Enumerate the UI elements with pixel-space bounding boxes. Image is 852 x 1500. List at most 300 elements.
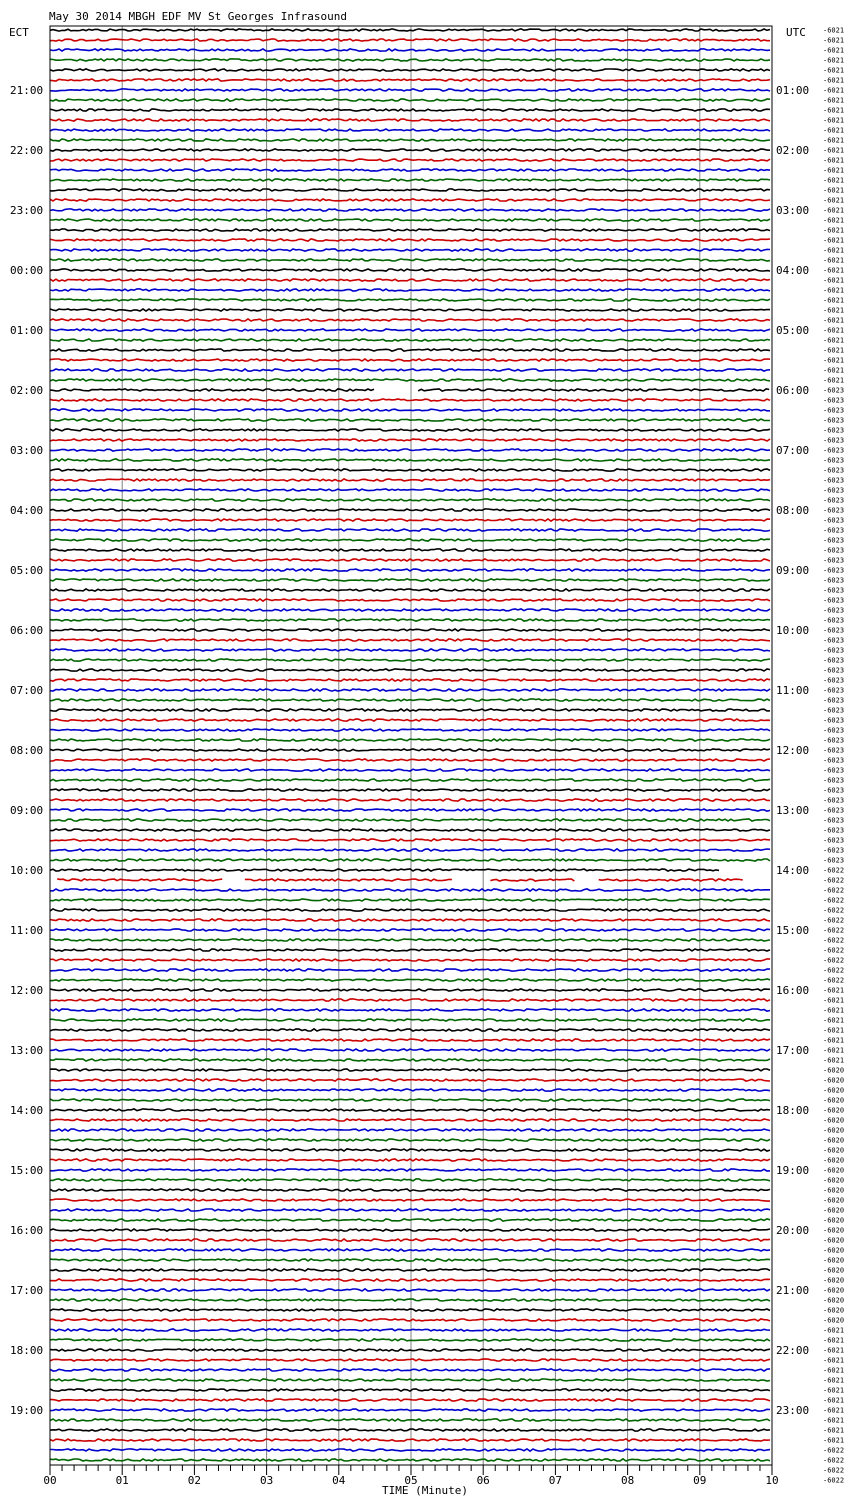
utc-hour-label: 18:00 — [776, 1104, 810, 1117]
trace-offset-label: -6020 — [823, 1166, 845, 1175]
utc-hour-label: 09:00 — [776, 564, 810, 577]
utc-hour-label: 04:00 — [776, 264, 810, 277]
trace — [50, 1279, 770, 1281]
trace-offset-label: -6023 — [823, 536, 845, 545]
trace-segment — [50, 1179, 770, 1181]
trace-segment — [50, 1309, 770, 1311]
trace-offset-label: -6021 — [823, 1406, 845, 1415]
utc-hour-label: 23:00 — [776, 1404, 810, 1417]
trace — [50, 1309, 770, 1311]
chart-title: May 30 2014 MBGH EDF MV St Georges Infrasound — [49, 10, 348, 23]
trace — [50, 369, 770, 371]
trace-segment — [50, 359, 770, 361]
trace-segment — [50, 729, 770, 731]
x-tick-label: 07 — [548, 1474, 563, 1487]
trace — [50, 29, 770, 31]
trace-offset-label: -6020 — [823, 1296, 845, 1305]
trace-segment — [50, 1379, 770, 1381]
trace-offset-label: -6021 — [823, 1366, 845, 1375]
trace-offset-label: -6020 — [823, 1086, 845, 1095]
trace-segment — [50, 979, 770, 981]
trace-segment — [50, 919, 770, 921]
trace — [50, 969, 770, 971]
trace — [50, 1359, 770, 1361]
trace — [50, 1249, 770, 1251]
trace — [50, 1199, 770, 1201]
x-tick-label: 06 — [476, 1474, 490, 1487]
trace — [50, 859, 770, 861]
trace-offset-label: -6021 — [823, 156, 845, 165]
utc-hour-label: 14:00 — [776, 864, 810, 877]
trace — [50, 639, 770, 641]
trace — [50, 629, 770, 631]
trace-segment — [50, 179, 770, 181]
trace-segment — [50, 569, 770, 571]
trace-segment — [50, 819, 770, 821]
trace-segment — [50, 869, 719, 871]
ect-hour-label: 18:00 — [10, 1344, 44, 1357]
trace-offset-label: -6021 — [823, 306, 845, 315]
trace-offset-label: -6021 — [823, 356, 845, 365]
trace — [50, 1219, 770, 1221]
label-group — [10, 27, 844, 1488]
trace-segment — [50, 689, 770, 691]
trace-segment — [50, 139, 770, 141]
trace-offset-label: -6021 — [823, 1036, 845, 1045]
trace-segment — [50, 549, 770, 551]
trace-segment — [50, 459, 770, 461]
trace-segment — [50, 939, 770, 941]
trace — [50, 329, 770, 331]
trace-segment — [50, 159, 770, 161]
trace-segment — [50, 329, 770, 331]
trace-offset-label: -6020 — [823, 1136, 845, 1145]
trace-offset-label: -6023 — [823, 766, 845, 775]
trace-offset-label: -6021 — [823, 186, 845, 195]
trace — [50, 49, 770, 51]
trace-segment — [50, 309, 770, 311]
trace — [50, 699, 770, 701]
utc-hour-label: 22:00 — [776, 1344, 810, 1357]
trace-offset-label: -6023 — [823, 676, 845, 685]
trace-offset-label: -6022 — [823, 906, 845, 915]
trace — [50, 359, 770, 361]
trace — [50, 1049, 770, 1051]
trace-offset-label: -6021 — [823, 1016, 845, 1025]
trace-segment — [50, 929, 770, 931]
trace-offset-label: -6022 — [823, 1466, 845, 1475]
trace-offset-label: -6022 — [823, 866, 845, 875]
trace-segment — [50, 1049, 770, 1051]
trace — [50, 819, 770, 821]
trace-offset-label: -6023 — [823, 626, 845, 635]
trace — [50, 1189, 770, 1191]
trace — [50, 549, 770, 551]
trace — [50, 139, 770, 141]
trace-segment — [50, 319, 770, 321]
trace — [50, 509, 770, 511]
trace-offset-label: -6023 — [823, 846, 845, 855]
trace-segment — [50, 1359, 770, 1361]
trace-offset-label: -6021 — [823, 986, 845, 995]
trace-offset-label: -6022 — [823, 1456, 845, 1465]
trace-offset-label: -6021 — [823, 176, 845, 185]
trace — [50, 769, 770, 771]
trace-segment — [50, 649, 770, 651]
trace — [50, 789, 770, 791]
trace-offset-label: -6021 — [823, 106, 845, 115]
trace — [50, 99, 770, 101]
trace-offset-label: -6023 — [823, 586, 845, 595]
trace-segment — [50, 99, 770, 101]
utc-hour-label: 07:00 — [776, 444, 810, 457]
trace-offset-label: -6020 — [823, 1266, 845, 1275]
left-axis-label: ECT — [9, 26, 29, 39]
trace — [50, 719, 770, 721]
trace — [50, 959, 770, 961]
trace-offset-label: -6023 — [823, 486, 845, 495]
ect-hour-label: 09:00 — [10, 804, 44, 817]
trace — [50, 1019, 770, 1021]
trace-segment — [50, 849, 770, 851]
trace — [50, 689, 770, 691]
trace — [50, 1459, 770, 1461]
trace — [50, 299, 770, 301]
trace-segment — [50, 69, 770, 71]
ect-hour-label: 23:00 — [10, 204, 44, 217]
trace-offset-label: -6023 — [823, 756, 845, 765]
trace — [50, 1419, 770, 1421]
ect-hour-label: 16:00 — [10, 1224, 44, 1237]
trace-offset-label: -6021 — [823, 266, 845, 275]
trace-offset-label: -6020 — [823, 1066, 845, 1075]
trace-offset-label: -6023 — [823, 436, 845, 445]
x-tick-label: 04 — [332, 1474, 346, 1487]
trace-offset-label: -6023 — [823, 806, 845, 815]
trace — [50, 79, 770, 81]
x-tick-label: 09 — [693, 1474, 707, 1487]
trace-segment — [50, 529, 770, 531]
utc-hour-label: 20:00 — [776, 1224, 810, 1237]
trace — [50, 1129, 770, 1131]
trace — [50, 169, 770, 171]
trace-segment — [50, 419, 770, 421]
trace — [50, 849, 770, 851]
trace-offset-label: -6020 — [823, 1146, 845, 1155]
trace-segment — [50, 999, 770, 1001]
trace — [50, 469, 770, 471]
trace-offset-label: -6021 — [823, 86, 845, 95]
trace-segment — [50, 1039, 770, 1041]
trace — [50, 669, 770, 671]
trace — [50, 1439, 770, 1441]
trace — [50, 1329, 770, 1331]
trace-segment — [50, 1279, 770, 1281]
trace — [50, 1389, 770, 1391]
trace — [50, 1209, 770, 1211]
trace — [50, 1009, 770, 1011]
trace — [50, 499, 770, 501]
trace — [50, 909, 770, 911]
trace — [50, 259, 770, 261]
utc-hour-label: 02:00 — [776, 144, 810, 157]
trace-segment — [50, 579, 770, 581]
trace-segment — [50, 49, 770, 51]
trace-segment — [50, 29, 770, 31]
x-tick-label: 03 — [259, 1474, 274, 1487]
utc-hour-label: 12:00 — [776, 744, 810, 757]
trace-segment — [418, 389, 769, 391]
trace-segment — [50, 1079, 770, 1081]
trace — [50, 779, 770, 781]
trace — [50, 1109, 770, 1111]
trace-offset-label: -6021 — [823, 336, 845, 345]
trace — [50, 989, 770, 991]
trace — [50, 1179, 770, 1181]
trace — [50, 1139, 770, 1141]
trace-offset-label: -6020 — [823, 1316, 845, 1325]
trace-offset-label: -6022 — [823, 966, 845, 975]
trace-segment — [50, 39, 770, 41]
trace-offset-label: -6022 — [823, 926, 845, 935]
trace-offset-label: -6020 — [823, 1226, 845, 1235]
trace — [50, 289, 770, 291]
x-tick-label: 00 — [43, 1474, 57, 1487]
trace — [50, 1429, 770, 1431]
trace-segment — [50, 1139, 770, 1141]
trace-offset-label: -6023 — [823, 606, 845, 615]
trace-offset-label: -6021 — [823, 196, 845, 205]
trace — [50, 649, 770, 651]
ect-hour-label: 15:00 — [10, 1164, 44, 1177]
trace-offset-label: -6021 — [823, 1376, 845, 1385]
trace-segment — [50, 749, 770, 751]
trace — [50, 1239, 770, 1241]
trace-segment — [50, 449, 770, 451]
trace — [50, 839, 770, 841]
ect-hour-label: 04:00 — [10, 504, 44, 517]
trace-offset-label: -6020 — [823, 1156, 845, 1165]
x-tick-label: 05 — [404, 1474, 418, 1487]
trace-segment — [50, 1349, 770, 1351]
trace — [50, 899, 770, 901]
trace-offset-label: -6020 — [823, 1286, 845, 1295]
trace-offset-label: -6022 — [823, 876, 845, 885]
trace-offset-label: -6023 — [823, 466, 845, 475]
trace — [50, 979, 770, 981]
trace-offset-label: -6022 — [823, 936, 845, 945]
trace — [50, 39, 770, 41]
trace — [50, 529, 770, 531]
trace-offset-label: -6021 — [823, 366, 845, 375]
ect-hour-label: 02:00 — [10, 384, 44, 397]
trace — [50, 799, 770, 801]
trace — [50, 609, 770, 611]
trace — [50, 429, 770, 431]
trace-offset-label: -6021 — [823, 126, 845, 135]
trace-offset-label: -6023 — [823, 686, 845, 695]
trace — [50, 419, 770, 421]
trace-segment — [50, 439, 770, 441]
trace-segment — [50, 239, 770, 241]
trace-offset-label: -6021 — [823, 246, 845, 255]
trace — [50, 109, 770, 111]
trace-offset-label: -6023 — [823, 596, 845, 605]
trace — [50, 129, 770, 131]
ect-hour-label: 06:00 — [10, 624, 44, 637]
trace — [50, 919, 770, 921]
trace — [50, 1079, 770, 1081]
trace — [50, 1449, 770, 1451]
trace-segment — [50, 829, 770, 831]
trace-segment — [50, 129, 770, 131]
trace-offset-label: -6023 — [823, 426, 845, 435]
trace-offset-label: -6020 — [823, 1106, 845, 1115]
trace-offset-label: -6023 — [823, 386, 845, 395]
utc-hour-label: 15:00 — [776, 924, 810, 937]
trace-offset-label: -6021 — [823, 296, 845, 305]
trace-segment — [50, 759, 770, 761]
trace-offset-label: -6023 — [823, 716, 845, 725]
trace — [50, 1369, 770, 1371]
trace-segment — [50, 1199, 770, 1201]
trace-offset-label: -6020 — [823, 1216, 845, 1225]
trace-segment — [50, 719, 770, 721]
trace-segment — [50, 769, 770, 771]
trace — [50, 739, 770, 741]
utc-hour-label: 19:00 — [776, 1164, 810, 1177]
x-axis-label: TIME (Minute) — [381, 1484, 469, 1497]
trace-segment — [50, 379, 770, 381]
trace-segment — [599, 879, 743, 881]
trace-segment — [50, 1219, 770, 1221]
trace — [50, 1349, 770, 1351]
trace-offset-label: -6020 — [823, 1096, 845, 1105]
ect-hour-label: 21:00 — [10, 84, 44, 97]
trace — [50, 889, 770, 891]
ect-hour-label: 00:00 — [10, 264, 44, 277]
trace-offset-label: -6020 — [823, 1076, 845, 1085]
trace — [50, 829, 770, 831]
trace — [50, 199, 770, 201]
ect-hour-label: 14:00 — [10, 1104, 44, 1117]
trace-offset-label: -6021 — [823, 166, 845, 175]
trace-segment — [50, 109, 770, 111]
trace-segment — [50, 499, 770, 501]
trace-segment — [50, 1029, 770, 1031]
ect-hour-label: 11:00 — [10, 924, 44, 937]
trace-segment — [50, 399, 770, 401]
trace — [50, 1149, 770, 1151]
trace-segment — [50, 969, 770, 971]
trace-offset-label: -6021 — [823, 1426, 845, 1435]
trace-segment — [50, 899, 770, 901]
trace-segment — [50, 809, 770, 811]
trace-offset-label: -6020 — [823, 1206, 845, 1215]
trace-segment — [50, 789, 770, 791]
trace-offset-label: -6021 — [823, 206, 845, 215]
trace — [50, 1159, 770, 1161]
trace — [50, 1099, 770, 1101]
trace-segment — [50, 799, 770, 801]
trace-offset-label: -6023 — [823, 556, 845, 565]
trace-offset-label: -6021 — [823, 236, 845, 245]
trace-offset-label: -6021 — [823, 96, 845, 105]
trace-offset-label: -6021 — [823, 216, 845, 225]
trace-offset-label: -6021 — [823, 286, 845, 295]
trace-segment — [50, 1439, 770, 1441]
trace-segment — [50, 1419, 770, 1421]
utc-hour-label: 17:00 — [776, 1044, 810, 1057]
trace-offset-label: -6023 — [823, 656, 845, 665]
trace — [50, 449, 770, 451]
trace-segment — [50, 1259, 770, 1261]
trace-segment — [50, 889, 770, 891]
trace-offset-label: -6023 — [823, 576, 845, 585]
trace-segment — [50, 1409, 770, 1411]
trace-segment — [50, 1269, 770, 1271]
trace-segment — [50, 89, 770, 91]
trace — [50, 219, 770, 221]
trace — [50, 59, 770, 61]
trace-offset-label: -6021 — [823, 56, 845, 65]
trace — [50, 1399, 770, 1401]
trace-offset-label: -6021 — [823, 276, 845, 285]
trace — [50, 759, 770, 761]
trace — [50, 1119, 770, 1121]
trace-segment — [50, 539, 770, 541]
ect-hour-label: 19:00 — [10, 1404, 44, 1417]
trace-segment — [50, 1059, 770, 1061]
trace-offset-label: -6023 — [823, 446, 845, 455]
trace — [50, 929, 770, 931]
trace-offset-label: -6021 — [823, 116, 845, 125]
trace-offset-label: -6021 — [823, 136, 845, 145]
trace-segment — [50, 1099, 770, 1101]
trace-segment — [50, 299, 770, 301]
trace — [50, 409, 770, 411]
trace-offset-label: -6021 — [823, 66, 845, 75]
trace — [50, 89, 770, 91]
trace-offset-label: -6023 — [823, 726, 845, 735]
trace-segment — [50, 949, 770, 951]
trace-offset-label: -6021 — [823, 1356, 845, 1365]
trace — [50, 1229, 770, 1231]
trace-offset-label: -6021 — [823, 256, 845, 265]
trace-offset-label: -6023 — [823, 406, 845, 415]
trace-segment — [50, 609, 770, 611]
trace-offset-label: -6021 — [823, 1326, 845, 1335]
trace — [50, 1299, 770, 1301]
trace — [50, 749, 770, 751]
trace-offset-label: -6023 — [823, 616, 845, 625]
trace-offset-label: -6023 — [823, 646, 845, 655]
trace-offset-label: -6021 — [823, 1386, 845, 1395]
trace-offset-label: -6021 — [823, 1056, 845, 1065]
trace — [50, 389, 769, 391]
trace-segment — [50, 1089, 770, 1091]
trace-offset-label: -6021 — [823, 996, 845, 1005]
trace-segment — [50, 119, 770, 121]
ect-hour-label: 05:00 — [10, 564, 44, 577]
trace — [50, 119, 770, 121]
utc-hour-label: 05:00 — [776, 324, 810, 337]
trace — [50, 309, 770, 311]
trace-segment — [50, 229, 770, 231]
trace-segment — [50, 779, 770, 781]
trace-segment — [50, 429, 770, 431]
trace-offset-label: -6023 — [823, 636, 845, 645]
